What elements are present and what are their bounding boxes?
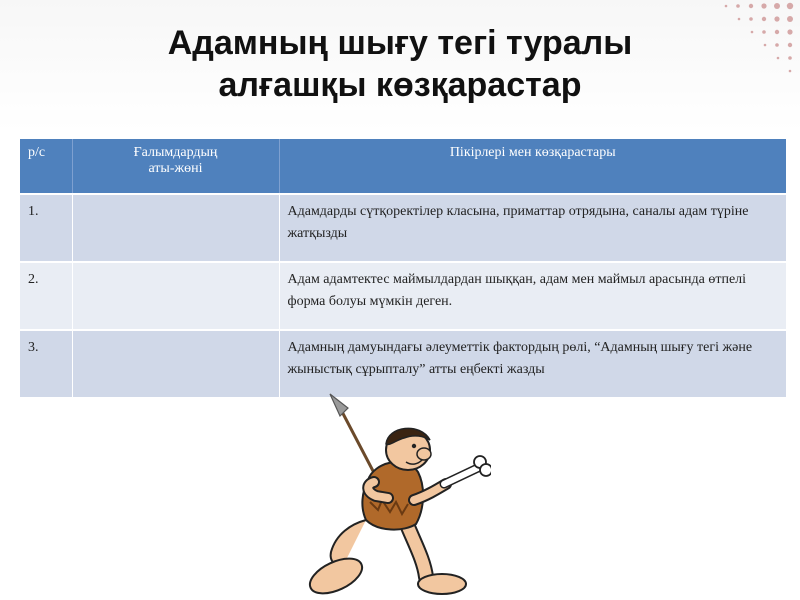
row-number: 1. xyxy=(20,194,72,262)
caveman-with-spear-and-bone-icon xyxy=(296,392,491,597)
header-number: р/с xyxy=(20,139,72,194)
title-line-2: алғашқы көзқарастар xyxy=(218,66,582,104)
row-scientist-name xyxy=(72,262,279,330)
table-header-row xyxy=(20,139,786,194)
table-row xyxy=(20,194,786,262)
header-scientist-name: Ғалымдардың аты-жөні xyxy=(72,139,279,194)
table-row xyxy=(20,330,786,397)
title-line-1: Адамның шығу тегі туралы xyxy=(167,24,633,62)
row-views: Адамдарды сүтқоректілер класына, приматтар отрядына, саналы адам түріне жатқызды xyxy=(279,194,786,262)
scientists-table xyxy=(20,139,786,397)
row-scientist-name xyxy=(72,330,279,397)
row-scientist-name xyxy=(72,194,279,262)
row-views: Адамның дамуындағы әлеуметтік фактордың рөлі, “Адамның шығу тегі және жыныстық сұрыпталу” атты еңбекті жазды xyxy=(279,330,786,397)
row-number: 2. xyxy=(20,262,72,330)
slide-title xyxy=(0,22,800,106)
row-number: 3. xyxy=(20,330,72,397)
table-row xyxy=(20,262,786,330)
header-views: Пікірлері мен көзқарастары xyxy=(279,139,786,194)
row-views: Адам адамтектес маймылдардан шыққан, адам мен маймыл арасында өтпелі форма болуы мүмкін деген. xyxy=(279,262,786,330)
